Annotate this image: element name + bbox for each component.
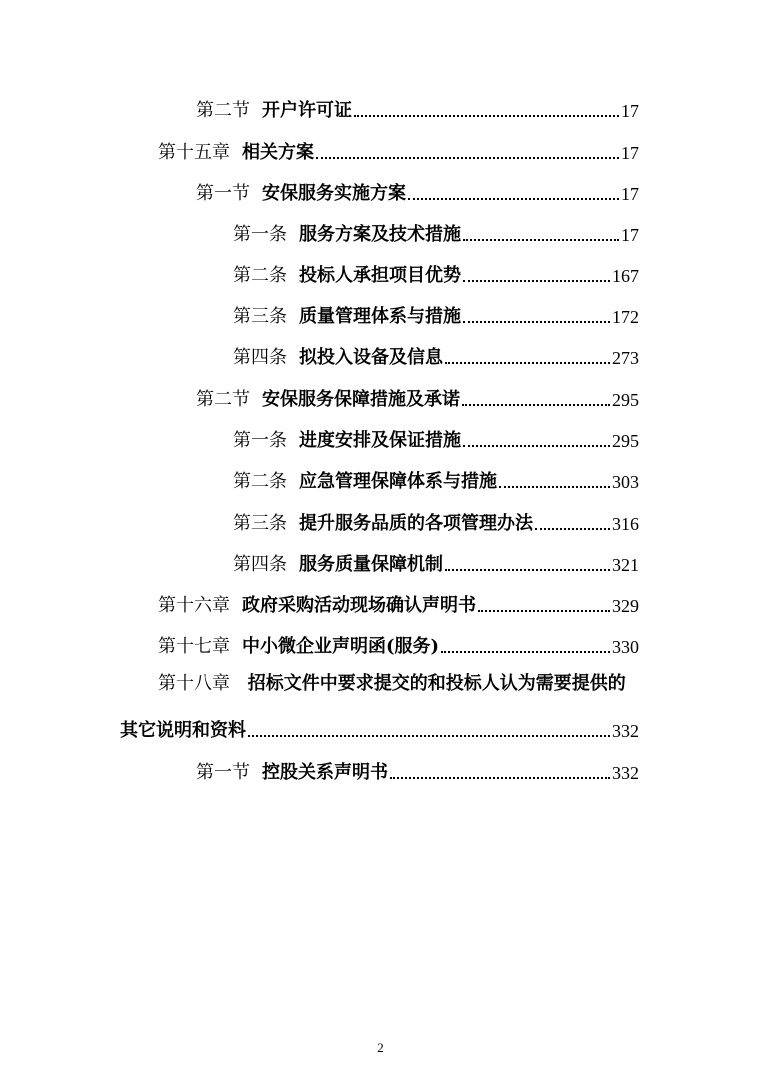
dot-leader (445, 362, 610, 364)
dot-leader (478, 610, 610, 612)
toc-entry[interactable] (233, 507, 639, 535)
toc-title: 服务方案及技术措施 (299, 224, 461, 245)
toc-entry[interactable] (158, 630, 639, 658)
toc-page-number: 316 (612, 514, 639, 534)
dot-leader (463, 239, 619, 241)
toc-entry[interactable] (233, 300, 639, 328)
toc-page-number: 332 (612, 763, 639, 783)
dot-leader (316, 157, 619, 159)
toc-page-number: 172 (612, 307, 639, 327)
toc-title: 招标文件中要求提交的和投标人认为需要提供的 (247, 673, 626, 694)
toc-entry[interactable] (158, 589, 639, 617)
toc-entry[interactable] (196, 383, 639, 411)
toc-page-number: 330 (612, 637, 639, 657)
dot-leader (463, 280, 610, 282)
toc-title: 服务质量保障机制 (299, 554, 443, 575)
toc-page-number: 329 (612, 596, 639, 616)
toc-prefix: 第四条 (233, 347, 287, 368)
toc-prefix: 第一条 (233, 430, 287, 451)
dot-leader (248, 735, 610, 737)
toc-page-number: 332 (612, 721, 639, 741)
toc-entry[interactable] (196, 756, 639, 784)
toc-entry[interactable] (233, 218, 639, 246)
toc-title: 控股关系声明书 (262, 762, 388, 783)
toc-title: 拟投入设备及信息 (299, 347, 443, 368)
toc-title: 进度安排及保证措施 (299, 430, 461, 451)
toc-entry[interactable] (233, 465, 639, 493)
toc-title: 质量管理体系与措施 (299, 306, 461, 327)
toc-title: 政府采购活动现场确认声明书 (242, 595, 476, 616)
dot-leader (441, 651, 610, 653)
toc-prefix: 第一条 (233, 224, 287, 245)
toc-page-number: 167 (612, 266, 639, 286)
toc-page-number: 17 (621, 225, 639, 245)
toc-entry[interactable] (158, 673, 639, 701)
toc-entry[interactable] (233, 341, 639, 369)
toc-title: 开户许可证 (262, 100, 352, 121)
dot-leader (463, 445, 610, 447)
toc-entry[interactable] (233, 424, 639, 452)
dot-leader (354, 115, 619, 117)
toc-prefix: 第十七章 (158, 636, 230, 657)
toc-entry-continuation[interactable] (120, 714, 639, 742)
dot-leader (462, 404, 610, 406)
toc-page-number: 303 (612, 472, 639, 492)
dot-leader (463, 321, 610, 323)
toc-page-number: 17 (621, 101, 639, 121)
toc-entry[interactable] (196, 94, 639, 122)
dot-leader (445, 569, 610, 571)
toc-prefix: 第三条 (233, 306, 287, 327)
toc-prefix: 第十八章 (158, 673, 230, 694)
toc-title: 提升服务品质的各项管理办法 (299, 513, 533, 534)
toc-prefix: 第二条 (233, 471, 287, 492)
toc-prefix: 第二节 (196, 389, 250, 410)
toc-title: 安保服务保障措施及承诺 (262, 389, 460, 410)
toc-page-number: 17 (621, 143, 639, 163)
toc-page-number: 17 (621, 184, 639, 204)
dot-leader (390, 777, 610, 779)
toc-entry[interactable] (158, 136, 639, 164)
toc-entry[interactable] (233, 548, 639, 576)
toc-title: 中小微企业声明函(服务) (242, 636, 440, 657)
toc-prefix: 第二节 (196, 100, 250, 121)
toc-prefix: 第十五章 (158, 142, 230, 163)
dot-leader (408, 198, 619, 200)
toc-entry[interactable] (196, 177, 639, 205)
dot-leader (499, 486, 610, 488)
toc-title: 相关方案 (242, 142, 314, 163)
toc-entry[interactable] (233, 259, 639, 287)
toc-page-number: 321 (612, 555, 639, 575)
toc-page-number: 295 (612, 390, 639, 410)
toc-prefix: 第二条 (233, 265, 287, 286)
dot-leader (535, 528, 610, 530)
toc-prefix: 第四条 (233, 554, 287, 575)
toc-title: 投标人承担项目优势 (299, 265, 461, 286)
toc-title: 其它说明和资料 (120, 720, 246, 741)
toc-prefix: 第一节 (196, 762, 250, 783)
toc-prefix: 第三条 (233, 513, 287, 534)
page-footer-number: 2 (377, 1040, 384, 1055)
toc-prefix: 第十六章 (158, 595, 230, 616)
toc-page-number: 273 (612, 348, 639, 368)
toc-title: 安保服务实施方案 (262, 183, 406, 204)
toc-prefix: 第一节 (196, 183, 250, 204)
toc-title: 应急管理保障体系与措施 (299, 471, 497, 492)
toc-page-number: 295 (612, 431, 639, 451)
